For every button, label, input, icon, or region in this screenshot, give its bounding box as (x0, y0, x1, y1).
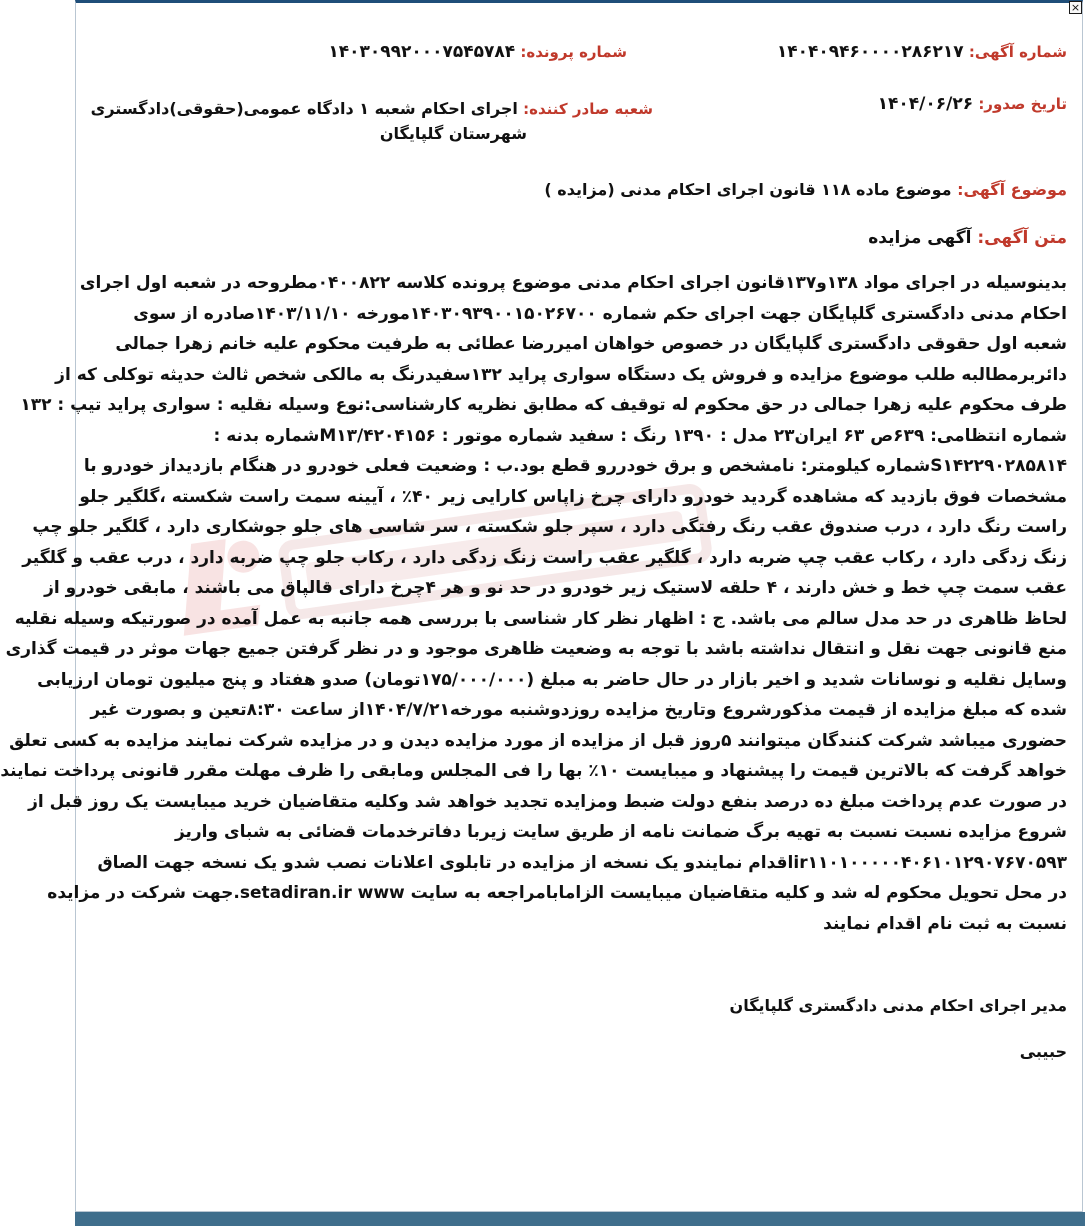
issuing-branch-label: شعبه صادر کننده: (523, 100, 653, 118)
body-line: شده که مبلغ مزایده از قیمت مذکورشروع وتاریخ مزایده روزدوشنبه مورخه۱۴۰۴/۷/۲۱از ساعت ۸:۳۰تعین و بصورت غیر (90, 700, 1067, 720)
body-line: دائربرمطالبه طلب موضوع مزایده و فروش یک دستگاه سواری پراید ۱۳۲سفیدرنگ به مالکی شخص ثالث حدیثه توکلی که از (55, 364, 1067, 385)
issuing-branch-line1: اجرای احکام شعبه ۱ دادگاه عمومی(حقوقی)دادگستری (90, 99, 518, 118)
body-line: زنگ زدگی دارد ، رکاب عقب چپ ضربه دارد ، گلگیر عقب راست زنگ زدگی دارد ، رکاب جلو چپ ضربه دارد ، درب عقب و گلگیر (22, 547, 1067, 568)
issue-date-label: تاریخ صدور: (978, 95, 1067, 113)
body-line: ir۱۱۰۱۰۰۰۰۰۴۰۶۱۰۱۲۹۰۷۶۷۰۵۹۳اقدام نمایندو یک نسخه از مزایده در تابلوی اعلانات نصب شدو یک نسخه جهت الصاق (97, 852, 1067, 873)
body-line: شعبه اول حقوقی دادگستری گلپایگان در خصوص خواهان امیررضا عطائی به طرفیت محکوم علیه خانم زهرا جمالی (115, 334, 1067, 354)
ad-number-label: شماره آگهی: (968, 43, 1067, 61)
body-line: در محل تحویل محکوم له شد و کلیه متقاضیان میبایست الزامابامراجعه به سایت setadiran.ir www.جهت شرکت در مزایده (47, 883, 1067, 903)
body-line: شروع مزایده نسبت نسبت به تهیه برگ ضمانت نامه از طریق سایت زیربا دفاترخدمات قضائی به شبای واریز (174, 822, 1067, 842)
issue-date-row (878, 94, 1067, 114)
case-number-row (328, 42, 627, 62)
body-line: در صورت عدم پرداخت مبلغ ده درصد بنفع دولت ضبط ومزایده تجدید خواهد شد وکلیه متقاضیان خرید میبایست یک روز قبل از (28, 791, 1067, 812)
body-line: نسبت به ثبت نام اقدام نمایند (823, 913, 1067, 934)
body-line: راست رنگ دارد ، درب صندوق عقب رنگ رفتگی دارد ، سپر جلو شکسته ، سر شاسی های جلو جوشکاری دارد ، گلگیر جلو چپ (32, 517, 1067, 537)
case-number-label: شماره پرونده: (520, 43, 627, 61)
text-header-row (868, 228, 1067, 248)
ad-number: ۱۴۰۴۰۹۴۶۰۰۰۰۲۸۶۲۱۷ (776, 42, 964, 62)
body-line: وسایل نقلیه و نوسانات شدید و اخیر بازار در حال حاضر به مبلغ (۱۷۵/۰۰۰/۰۰۰تومان) صدو هفتاد و پنج میلیون تومان ارزیابی (37, 669, 1067, 690)
body-line: طرف محکوم علیه زهرا جمالی در حق محکوم له توقیف که مطابق نظریه کارشناسی:نوع وسیله نقلیه : سواری پراید تیپ : ۱۳۲ (20, 395, 1067, 415)
close-icon[interactable]: × (1070, 1, 1081, 14)
ad-number-row (777, 42, 1067, 62)
body-line: عقب سمت چپ خط و خش دارند ، ۴ حلقه لاستیک زیر خودرو در حد نو و هر ۴چرخ دارای قالپاق می باشند ، مابقی خودرو از (44, 578, 1067, 598)
body-line: حضوری میباشد شرکت کنندگان میتوانند ۵روز قبل از مزایده از مورد مزایده دیدن و در مزایده شرکت نمایند مزایده به کسی تعلق (9, 730, 1067, 751)
case-number: ۱۴۰۳۰۹۹۲۰۰۰۷۵۴۵۷۸۴ (328, 42, 516, 62)
subject-row (544, 180, 1067, 199)
issuing-branch-line2: شهرستان گلپایگان (379, 124, 527, 143)
body-line: منع قانونی جهت نقل و انتقال نداشته باشد با توجه به وضعیت ظاهری موجود و در نظر گرفتن جمیع جهات موثر در قیمت گذاری (5, 639, 1067, 659)
body-line: خواهد گرفت که بالاترین قیمت را پیشنهاد و میبایست ۱۰٪ بها را فی المجلس ومابقی را ظرف مهلت مقرر قانونی پرداخت نمایند (0, 761, 1067, 781)
body-line: مشخصات فوق بازدید که مشاهده گردید خودرو دارای چرخ زاپاس کارایی زیر ۴۰٪ ، آیینه سمت راست شکسته ،گلگیر جلو (79, 486, 1067, 507)
body-line: احکام مدنی دادگستری گلپایگان جهت اجرای حکم شماره ۱۴۰۳۰۹۳۹۰۰۱۵۰۲۶۷۰۰مورخه ۱۴۰۳/۱۱/۱۰صادره از سوی (133, 303, 1067, 324)
text-header-label: متن آگهی: (977, 228, 1067, 248)
subject-value: موضوع ماده ۱۱۸ قانون اجرای احکام مدنی (مزایده ) (544, 180, 952, 199)
signature-name: حبیبی (1019, 1042, 1067, 1061)
body-line: S۱۴۲۲۹۰۲۸۵۸۱۴شماره کیلومتر: نامشخص و برق خودررو قطع بود.ب : وضعیت فعلی خودرو در هنگام بازدیداز خودرو با (83, 456, 1067, 476)
signature-title: مدیر اجرای احکام مدنی دادگستری گلپایگان (729, 996, 1067, 1015)
body-line: بدینوسیله در اجرای مواد ۱۳۸و۱۳۷قانون اجرای احکام مدنی موضوع پرونده کلاسه ۰۴۰۰۸۲۲مطروحه در شعبه اول اجرای (79, 273, 1067, 293)
bottom-bar (75, 1212, 1085, 1226)
subject-label: موضوع آگهی: (957, 180, 1067, 199)
body-line: لحاظ ظاهری در حد مدل سالم می باشد. ج : اظهار نظر کار شناسی با بررسی همه جانبه به عمل آمده در صورتیکه وسیله نقلیه (14, 608, 1067, 629)
text-header-value: آگهی مزایده (868, 228, 972, 248)
issuing-branch-row (91, 94, 653, 124)
announcement-body (0, 268, 1067, 939)
body-line: شماره انتظامی: ۶۳۹ص ۶۳ ایران۲۳ مدل : ۱۳۹۰ رنگ : سفید شماره موتور : M۱۳/۴۲۰۴۱۵۶شماره بدنه : (213, 425, 1067, 446)
issue-date: ۱۴۰۴/۰۶/۲۶ (877, 94, 974, 114)
